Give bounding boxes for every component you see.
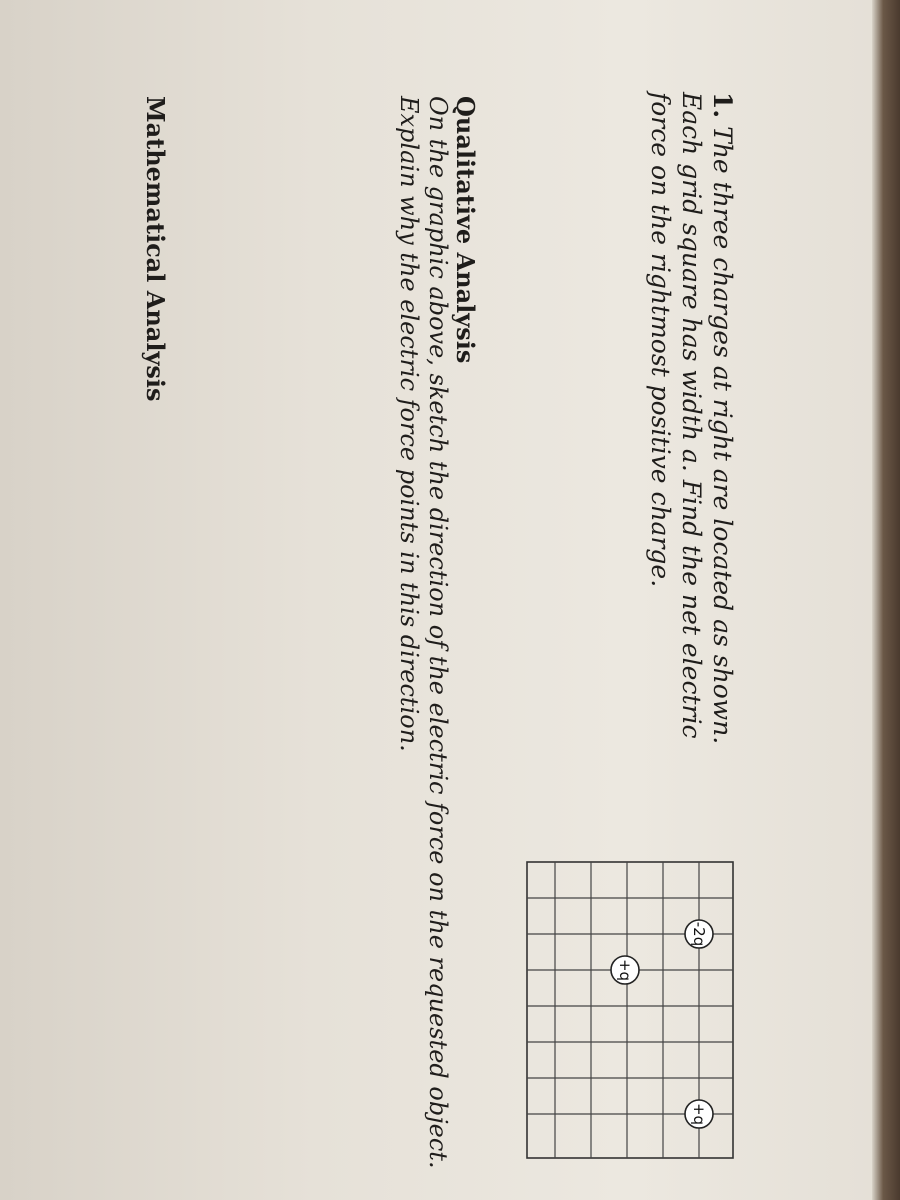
- charge-label-pos-q-right: +q: [690, 1102, 708, 1126]
- mathematical-analysis-heading: Mathematical Analysis: [141, 96, 170, 402]
- problem-number: 1.: [708, 92, 737, 119]
- charge-pos-q-right: [685, 1100, 713, 1128]
- charge-grid-svg: [525, 860, 735, 1160]
- problem-text: The three charges at right are located as shown. Each grid square has width a. Find the net electric force on the rightmost positive charge.: [646, 92, 737, 745]
- problem-statement: [645, 92, 738, 792]
- charge-label-pos-q-middle: +q: [616, 958, 634, 982]
- charge-grid-diagram: [525, 860, 735, 1160]
- charge-neg2q: [685, 920, 713, 948]
- qualitative-analysis-heading: Qualitative Analysis: [451, 96, 480, 364]
- qualitative-analysis-text: On the graphic above, sketch the direction of the electric force on the requested object. Explain why the electric force points in this direction.: [395, 96, 452, 1169]
- charge-pos-q-middle: [611, 956, 639, 984]
- bleed-through-text: [355, 640, 380, 647]
- page-edge-shadow: [872, 0, 900, 1200]
- charge-label-neg2q: -2q: [690, 921, 708, 947]
